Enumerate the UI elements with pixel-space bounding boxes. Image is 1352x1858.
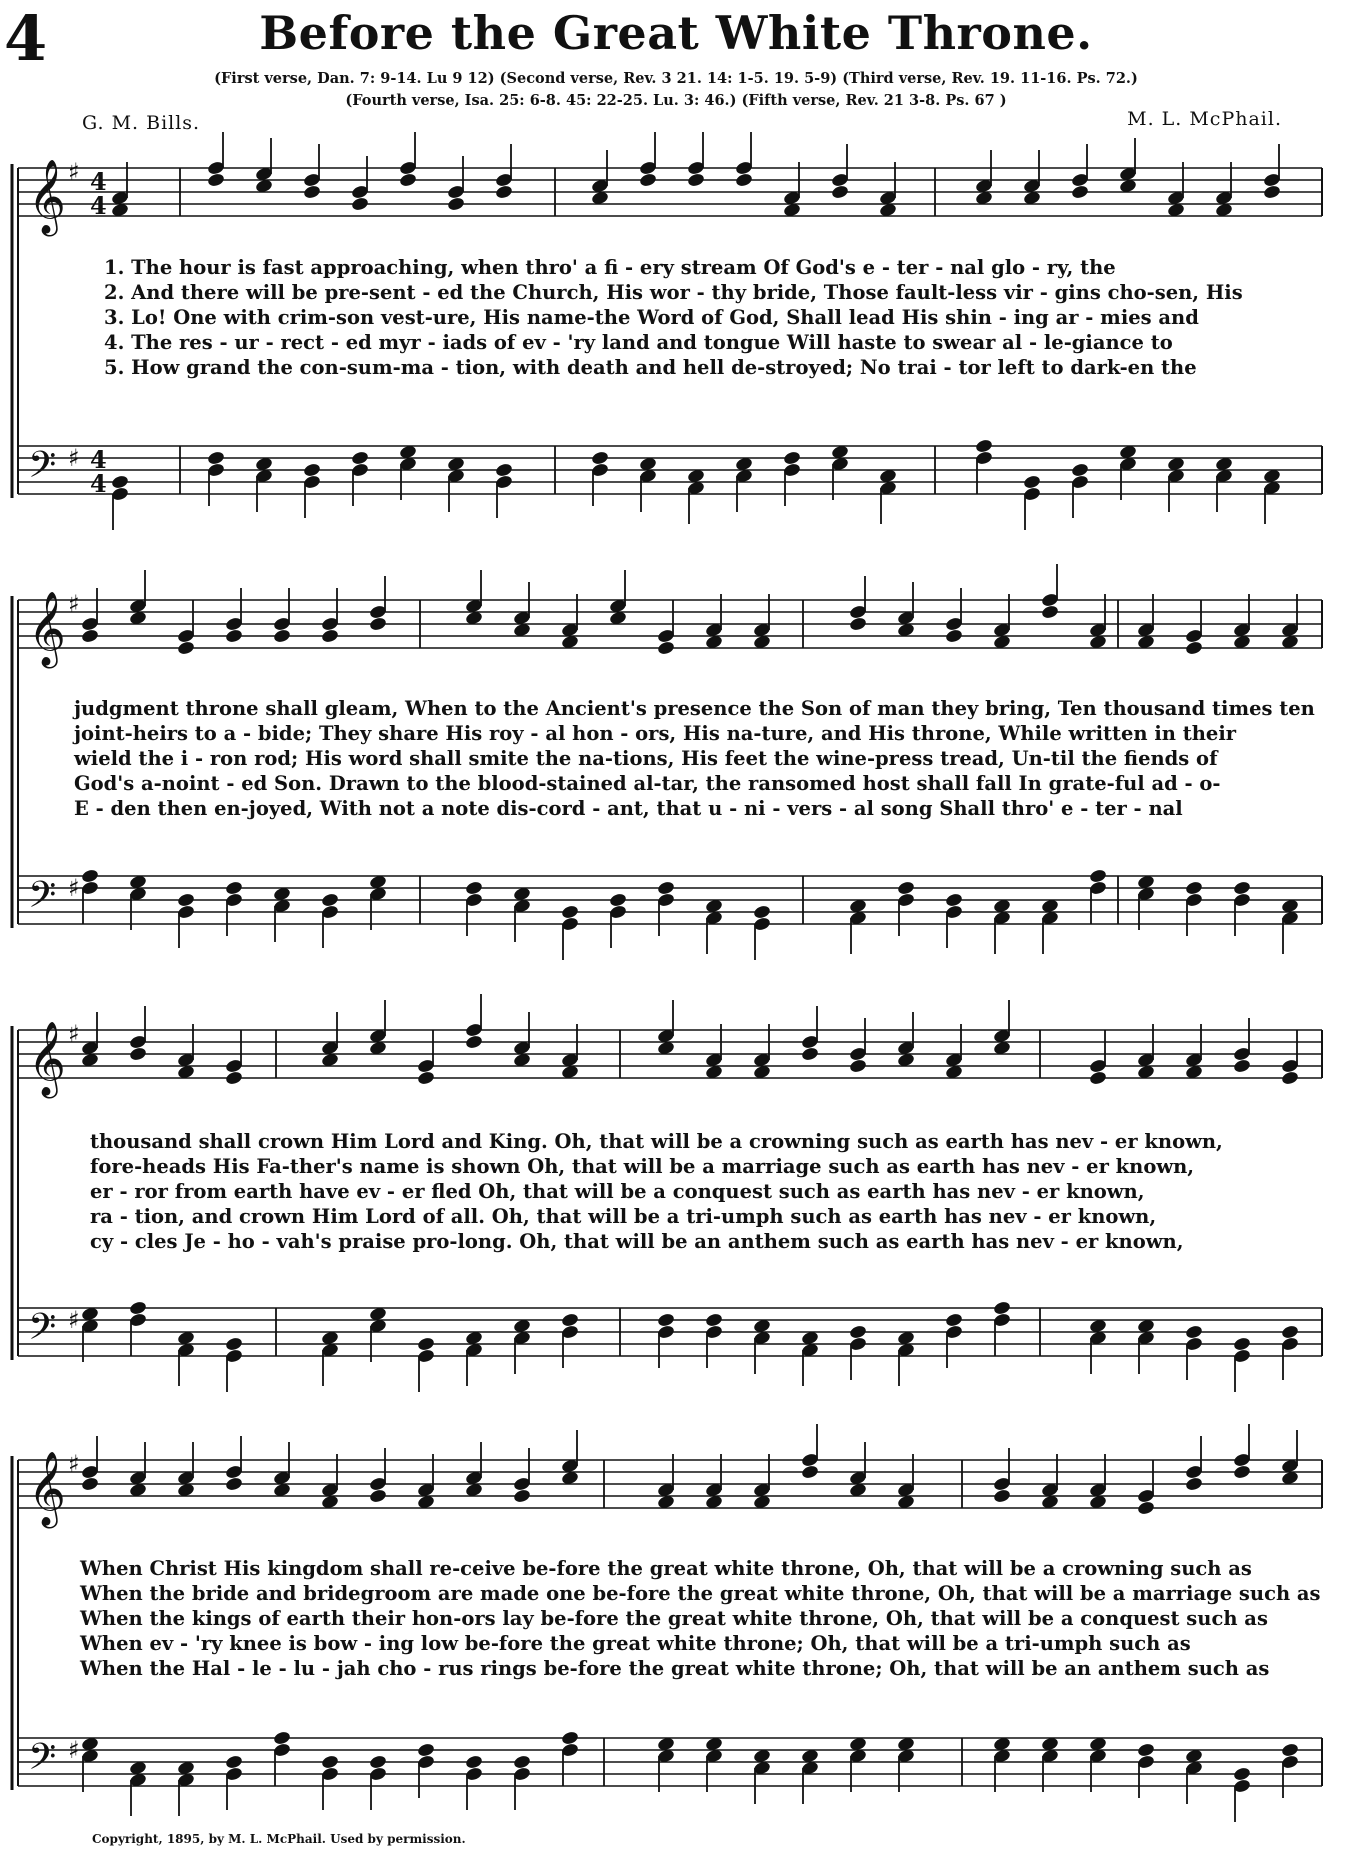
system-2-verse-3: wield the i - ron rod; His word shall smite the na-tions, His feet the wine-press tread, Un-til the fiends of (74, 747, 1218, 770)
system-4-verse-4: When ev - 'ry knee is bow - ing low be-fore the great white throne; Oh, that will be a tri-umph such as (80, 1632, 1191, 1655)
composer: M. L. McPhail. (1127, 108, 1282, 130)
copyright-notice: Copyright, 1895, by M. L. McPhail. Used by permission. (92, 1832, 466, 1846)
bass-clef-icon-s1: 𝄢 (28, 444, 57, 495)
system-1-verse-3: 3. Lo! One with crim-son vest-ure, His name-the Word of God, Shall lead His shin - ing ar - mies and (104, 306, 1199, 329)
system-2-verse-2: joint-heirs to a - bide; They share His roy - al hon - ors, His na-ture, and His throne, While written in their (74, 722, 1237, 745)
key-sharp-icon-bass-s4: ♯ (68, 1736, 80, 1764)
system-3-verse-2: fore-heads His Fa-ther's name is shown Oh, that will be a marriage such as earth has nev - er known, (90, 1155, 1195, 1178)
system-4-verse-5: When the Hal - le - lu - jah cho - rus rings be-fore the great white throne; Oh, that will be an anthem such as (80, 1657, 1270, 1680)
system-3-verse-5: cy - cles Je - ho - vah's praise pro-long. Oh, that will be an anthem such as earth has nev - er known, (90, 1230, 1184, 1253)
bass-clef-icon-s2: 𝄢 (28, 874, 57, 925)
treble-clef-icon-s4: 𝄞 (28, 1452, 66, 1526)
key-sharp-icon-treble-s3: ♯ (68, 1020, 80, 1048)
system-3-verse-3: er - ror from earth have ev - er fled Oh, that will be a conquest such as earth has nev - er known, (90, 1180, 1145, 1203)
treble-clef-icon-s2: 𝄞 (28, 592, 66, 666)
scripture-references-line-2: (Fourth verse, Isa. 25: 6-8. 45: 22-25. Lu. 3: 46.) (Fifth verse, Rev. 21 3-8. Ps. 67 ) (345, 92, 1007, 109)
key-sharp-icon-bass-s2: ♯ (68, 874, 80, 902)
key-sharp-icon-treble-s2: ♯ (68, 590, 80, 618)
system-1-verse-5: 5. How grand the con-sum-ma - tion, with death and hell de-stroyed; No trai - tor left to dark-en the (104, 356, 1197, 379)
bass-clef-icon-s4: 𝄢 (28, 1736, 57, 1787)
time-sig-top-treble: 4 (90, 167, 107, 196)
key-sharp-icon-treble-s1: ♯ (68, 158, 80, 186)
time-sig-top-bass: 4 (90, 445, 107, 474)
system-1-verse-1: 1. The hour is fast approaching, when thro' a fi - ery stream Of God's e - ter - nal glo - ry, the (104, 256, 1116, 279)
system-1-verse-4: 4. The res - ur - rect - ed myr - iads of ev - 'ry land and tongue Will haste to swear al - le-giance to (104, 331, 1173, 354)
system-4-verse-2: When the bride and bridegroom are made one be-fore the great white throne, Oh, that will be a marriage such as (80, 1582, 1321, 1605)
scripture-references-line-1: (First verse, Dan. 7: 9-14. Lu 9 12) (Second verse, Rev. 3 21. 14: 1-5. 19. 5-9) (Third verse, Rev. 19. 11-16. Ps. 72.) (214, 70, 1138, 87)
bass-clef-icon-s3: 𝄢 (28, 1306, 57, 1357)
system-4-verse-3: When the kings of earth their hon-ors lay be-fore the great white throne, Oh, that will be a conquest such as (80, 1607, 1268, 1630)
time-sig-bottom-treble: 4 (90, 191, 107, 220)
hymn-title: Before the Great White Throne. (259, 6, 1093, 60)
key-sharp-icon-bass-s3: ♯ (68, 1306, 80, 1334)
system-1-verse-2: 2. And there will be pre-sent - ed the Church, His wor - thy bride, Those fault-less vir - gins cho-sen, His (104, 281, 1243, 304)
system-2-verse-4: God's a-noint - ed Son. Drawn to the blood-stained al-tar, the ransomed host shall fall In grate-ful ad - o- (74, 772, 1221, 795)
system-2-verse-1: judgment throne shall gleam, When to the Ancient's presence the Son of man they bring, Ten thousand times ten (74, 697, 1315, 720)
hymn-number: 4 (4, 2, 48, 75)
system-3-verse-4: ra - tion, and crown Him Lord of all. Oh, that will be a tri-umph such as earth has nev - er known, (90, 1205, 1157, 1228)
treble-clef-icon-s3: 𝄞 (28, 1022, 66, 1096)
treble-clef-icon-s1: 𝄞 (28, 160, 66, 234)
key-sharp-icon-bass-s1: ♯ (68, 444, 80, 472)
system-2-verse-5: E - den then en-joyed, With not a note dis-cord - ant, that u - ni - vers - al song Shall thro' e - ter - nal (74, 797, 1183, 820)
time-sig-bottom-bass: 4 (90, 469, 107, 498)
system-4-verse-1: When Christ His kingdom shall re-ceive be-fore the great white throne, Oh, that will be a crowning such as (80, 1557, 1252, 1580)
system-3-verse-1: thousand shall crown Him Lord and King. Oh, that will be a crowning such as earth has nev - er known, (90, 1130, 1223, 1153)
key-sharp-icon-treble-s4: ♯ (68, 1450, 80, 1478)
lyricist: G. M. Bills. (82, 112, 201, 134)
